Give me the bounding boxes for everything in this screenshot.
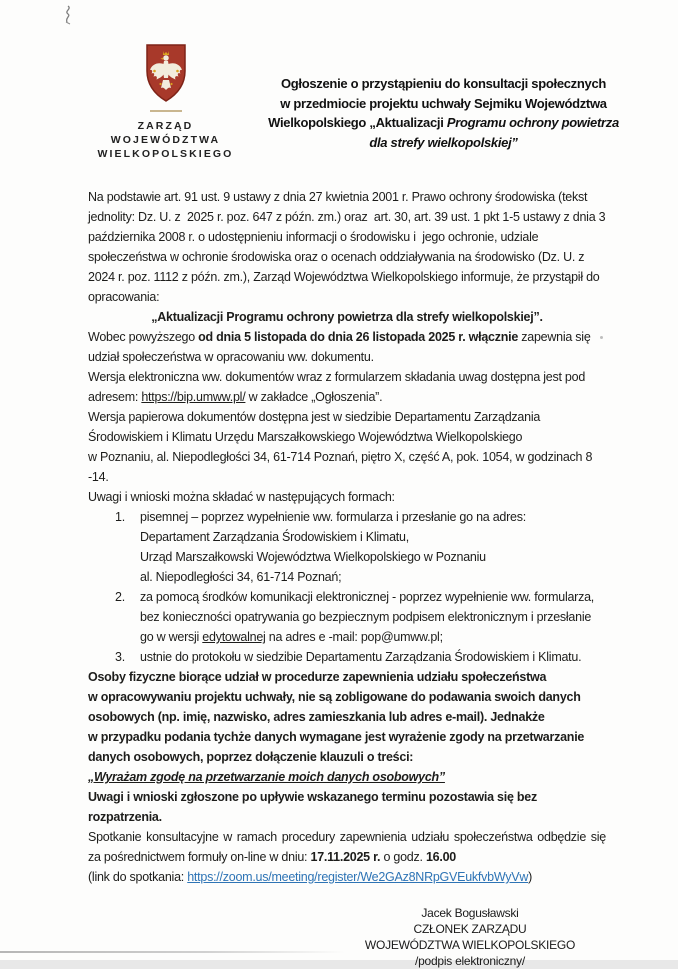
list-item-written (88, 507, 606, 587)
electronic-version-paragraph (88, 367, 606, 407)
written-line1: pisemnej – poprzez wypełnienie ww. formularza i przesłanie go na adres: (140, 510, 526, 524)
program-title-line: „Aktualizacji Programu ochrony powietrza dla strefy wielkopolskiej”. (151, 310, 543, 324)
meeting-time-bold: 16.00 (425, 850, 456, 864)
issuer-block (88, 40, 243, 161)
submission-forms-list (88, 507, 606, 667)
privacy-part3: w przypadku podania tychże danych wymagane jest wyrażenie zgody na przetwarzanie danych osobowych, poprzez dołączenie klauzuli o treści: (88, 730, 585, 764)
title-line1: Ogłoszenie o przystąpieniu do konsultacji społecznych (280, 76, 607, 91)
title-line3-normal: Wielkopolskiego „Aktualizacji (268, 115, 447, 130)
list-item-electronic (88, 587, 606, 647)
paper-version-paragraph (88, 407, 606, 487)
paper-part2-text: w Poznaniu, al. Niepodległości 34, 61-714 Poznań, piętro X, część A, pok. 1054, w godzinach 8 -14. (88, 450, 593, 484)
bip-umww-link[interactable]: https://bip.umww.pl/ (141, 390, 246, 404)
period-post-text: zapewnia się udział społeczeństwa w opracowaniu ww. dokumentu. (88, 330, 591, 364)
deadline-note: Uwagi i wnioski zgłoszone po upływie wskazanego terminu pozostawia się bez rozpatrzenia. (88, 790, 537, 824)
consultation-period-paragraph (88, 327, 606, 367)
list-marker-3: 3. (115, 650, 125, 664)
signer-role-line2: WOJEWÓDZTWA WIELKOPOLSKIEGO (364, 938, 576, 952)
meeting-date-bold: 17.11.2025 r. (310, 850, 381, 864)
electronic-post-text: w zakładce „Ogłoszenia”. (245, 390, 383, 404)
paper-part1-text: Wersja papierowa dokumentów dostępna jest w siedzibie Departamentu Zarządzania Środowiskiem i Klimatu Urzędu Marszałkowskiego Województwa Wielkopolskiego (88, 410, 541, 444)
list-item-electronic-body (140, 587, 606, 647)
wielkopolska-coat-of-arms-icon (144, 42, 188, 104)
period-pre-text: Wobec powyższego (88, 330, 199, 344)
meeting-link-paragraph (88, 867, 606, 887)
issuer-name-line1: ZARZĄD (137, 120, 194, 132)
meeting-mid-text: o godz. (380, 850, 426, 864)
title-line3 (259, 113, 628, 133)
document-body (0, 161, 678, 969)
editable-underlined-word: edytowalnej (202, 630, 266, 644)
document-title (259, 40, 628, 161)
issuer-name-line3: WIELKOPOLSKIEGO (97, 148, 234, 160)
electronic-item-post: na adres e -mail: pop@umww.pl; (265, 630, 443, 644)
meeting-paragraph (88, 827, 606, 867)
title-line2: w przedmiocie projektu uchwały Sejmiku Województwa (280, 95, 607, 111)
personal-data-paragraph (88, 667, 606, 767)
meeting-pre-text: Spotkanie konsultacyjne w ramach procedury zapewnienia udziału społeczeństwa odbędzie się za pośrednictwem formuły on-line w dniu: (88, 830, 606, 864)
period-dates-bold: od dnia 5 listopada do dnia 26 listopada 2025 r. włącznie (198, 330, 519, 344)
title-line4: dla strefy wielkopolskiej” (369, 134, 518, 150)
meeting-link-pre-text: (link do spotkania: (88, 870, 188, 884)
electronic-item-pre: za pomocą środków komunikacji elektronicznej - poprzez wypełnienie ww. formularza, bez konieczności opatrywania go bezpiecznym podpisem elektronicznym i przesłanie go w wersji (140, 590, 595, 644)
list-marker-1: 1. (115, 510, 125, 524)
list-item-oral-body: ustnie do protokołu w siedzibie Departamentu Zarządzania Środowiskiem i Klimatu. (140, 650, 582, 664)
written-line3: Urząd Marszałkowski Województwa Wielkopolskiego w Poznaniu (140, 550, 486, 564)
written-line4: al. Niepodległości 34, 61-714 Poznań; (140, 570, 342, 584)
pen-scribble-mark (58, 4, 76, 26)
meeting-link-post-text: ) (528, 870, 533, 884)
privacy-part2: w opracowywaniu projektu uchwały, nie są zobligowane do podawania swoich danych osobowych (np. imię, nazwisko, adres zamieszkania lub adres e-mail). Jednakże (88, 690, 581, 724)
issuer-name-line2: WOJEWÓDZTWA (110, 134, 221, 146)
list-marker-2: 2. (115, 590, 125, 604)
document-header (0, 0, 678, 161)
list-item-written-body (140, 507, 606, 587)
privacy-part1: Osoby fizyczne biorące udział w procedurze zapewnienia udziału społeczeństwa (88, 670, 547, 684)
list-item-oral (88, 647, 606, 667)
signature-type-note: /podpis elektroniczny/ (415, 954, 525, 968)
scan-artifact-line (0, 951, 345, 953)
divider-line (150, 110, 182, 112)
signer-role-line1: CZŁONEK ZARZĄDU (413, 922, 527, 936)
zoom-meeting-link[interactable]: https://zoom.us/meeting/register/We2GAz8NRpGVEukfvbWyVw (187, 870, 529, 884)
electronic-pre-text: Wersja elektroniczna ww. dokumentów wraz z formularzem składania uwag dostępna jest pod adresem: (88, 370, 586, 404)
written-line2: Departament Zarządzania Środowiskiem i Klimatu, (140, 530, 409, 544)
legal-basis-paragraph: Na podstawie art. 91 ust. 9 ustawy z dnia 27 kwietnia 2001 r. Prawo ochrony środowiska (tekst jednolity: Dz. U. z 2025 r. poz. 647 z późn. zm.) oraz art. 30, art. 39 ust. 1 pkt 1-5 ustawy z dnia 3 października 2008 r. o udostępnieniu informacji o środowisku i jego ochronie, udziale społeczeństwa w ochronie środowiska oraz o ocenach oddziaływania na środowisko (Dz. U. z 2024 r. poz. 1112 z późn. zm.), Zarząd Województwa Wielkopolskiego informuje, że przystąpił do opracowania: (88, 190, 609, 304)
consent-clause-line: „Wyrażam zgodę na przetwarzanie moich danych osobowych” (88, 770, 445, 784)
scan-noise-dot (600, 336, 603, 339)
signer-name: Jacek Bogusławski (421, 906, 519, 920)
issuer-name (88, 119, 243, 161)
signature-block (320, 905, 620, 969)
title-line3-italic: Programu ochrony powietrza (446, 115, 619, 130)
forms-intro-line: Uwagi i wnioski można składać w następujących formach: (88, 490, 395, 504)
